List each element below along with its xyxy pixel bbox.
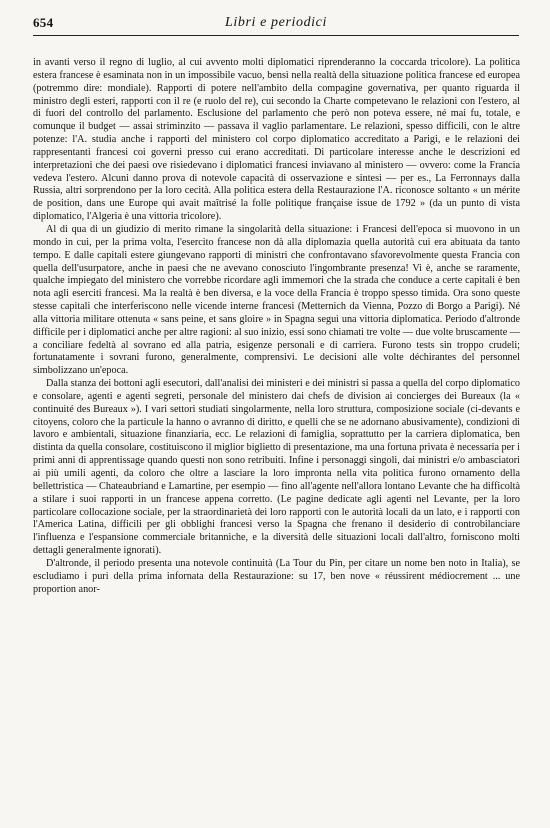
paragraph-2: Al di qua di un giudizio di merito rimane la singolarità della situazione: i Francesi dell'epoca si muovono in un mondo in cui, per la prima volta, l'esercito francese non dà alla diplomazia quella autorità cui era abituata da tanto tempo. E dalle capitali estere giungevano rapporti di ministri che confrontavano sfavorevolmente questa Francia con quella dell'usurpatore, anche in paesi che ne avevano conosciuto l'ingombrante presenza! Vi è, anche se raramente, qualche impiegato del ministero che vorrebbe ricordare agli immemori che la strada che conduce a certe capitali è ben nota agli eserciti francesi. Ma la realtà è ben diversa, e la voce della Francia è troppo spesso timida. Ora sono queste stesse capitali che interferiscono nelle vicende interne francesi (Metternich da Vienna, Pozzo di Borgo a Parigi). Né alla vittoria militare ottenuta « sans peine, et sans gloire » in Spagna seguì una vittoria diplomatica. Periodo d'altronde difficile per i diplomatici anche per altre ragioni: al suo inizio, essi sono chiamati tre volte — due volte bruscamente — a conciliare fedeltà al sovrano ed alla patria, esigenze personali e di carriera. Furono tests sin troppo crudeli; fortunatamente i sovrani furono, generalmente, comprensivi. Le decisioni alle volte déchirantes del personnel simbolizzano un'epoca. (33, 223, 520, 377)
body-text (33, 57, 520, 596)
running-title: Libri e periodici (225, 15, 327, 30)
paragraph-1: in avanti verso il regno di luglio, al cui avvento molti diplomatici riprenderanno la coccarda tricolore). La politica estera francese è esaminata non in un impossibile vacuo, bensì nella realtà della situazione politica francese ed europea (potremmo dire: mondiale). Rapporti di potere nell'ambito della compagine governativa, per quanto riguarda il ministro degli esteri, rapporti con il re (e ruolo del re), cui secondo la Charte competevano le relazioni con l'estero, al di fuori del controllo del parlamento. Esclusione del parlamento che però non poteva essere, né mai fu, totale, e comunque il budget — assai striminzito — passava il vaglio parlamentare. Le relazioni, spesso difficili, con le altre potenze: l'A. studia anche i rapporti del ministero col corpo diplomatico accreditato a Parigi, e le relazioni dei rappresentanti francesi coi governi presso cui erano accreditati. Di particolare interesse anche le descrizioni ed interpretazioni che dei paesi ove risiedevano i diplomatici francesi inviavano al ministero — ovvero: come la Francia vedeva l'estero. Alcuni danno prova di notevole capacità di osservazione e sintesi — per es., La Ferronnays dalla Russia, altri sorprendono per la loro cecità. Alla politica estera della Restaurazione l'A. riconosce soltanto « un mérite de position, dans une Europe qui avait maîtrisé la folle politique française issue de 1792 » (da un punto di vista diplomatico, l'Algeria è una vittoria tricolore). (33, 57, 520, 223)
paragraph-3: Dalla stanza dei bottoni agli esecutori, dall'analisi dei ministeri e dei ministri si passa a quella del corpo diplomatico e consolare, agenti e agenti segreti, personale del ministero dai chefs de division ai concierges dei Bureaux (la « continuité des Bureaux »). I vari settori studiati singolarmente, nella loro struttura, composizione sociale (ci-devants e citoyens, coloro che la particule la hanno o avranno di diritto, e quelli che se ne adornano abusivamente), condizioni di lavoro e ambientali, situazione finanziaria, ecc. Le relazioni di famiglia, soprattutto per la carriera diplomatica, ben distinta da quella consolare, costituiscono il miglior biglietto di presentazione, ma una fortuna privata è necessaria per i primi anni di apprentissage quando questi non sono retribuiti. Infine i personaggi singoli, dai ministri e/o ambasciatori ai più umili agenti, da coloro che oltre a lasciare la loro impronta nella vita politica furono ornamento della bellettristica — Chateaubriand e Lamartine, per esempio — fino all'agente nell'allora lontano Levante che ha difficoltà a stilare i suoi rapporti in un francese appena corretto. (Le pagine dedicate agli agenti nel Levante, per la loro particolare collocazione sociale, per la straordinarietà dei loro rapporti con le autorità locali da un lato, e i rapporti con l'America Latina, difficili per gli obblighi francesi verso la Spagna che frenano il desiderio di controbilanciare l'influenza e l'espansione commerciale britanniche, e la diversità delle situazioni locali dall'altro, forniscono molti dettagli generalmente ignorati). (33, 378, 520, 557)
page-number: 654 (33, 15, 54, 30)
page-header (33, 13, 519, 36)
paragraph-4: D'altronde, il periodo presenta una notevole continuità (La Tour du Pin, per citare un nome ben noto in Italia), se escludiamo i puri della prima infornata della Restaurazione: su 17, ben nove « réussirent médiocrement ... une proportion anor- (33, 557, 520, 595)
